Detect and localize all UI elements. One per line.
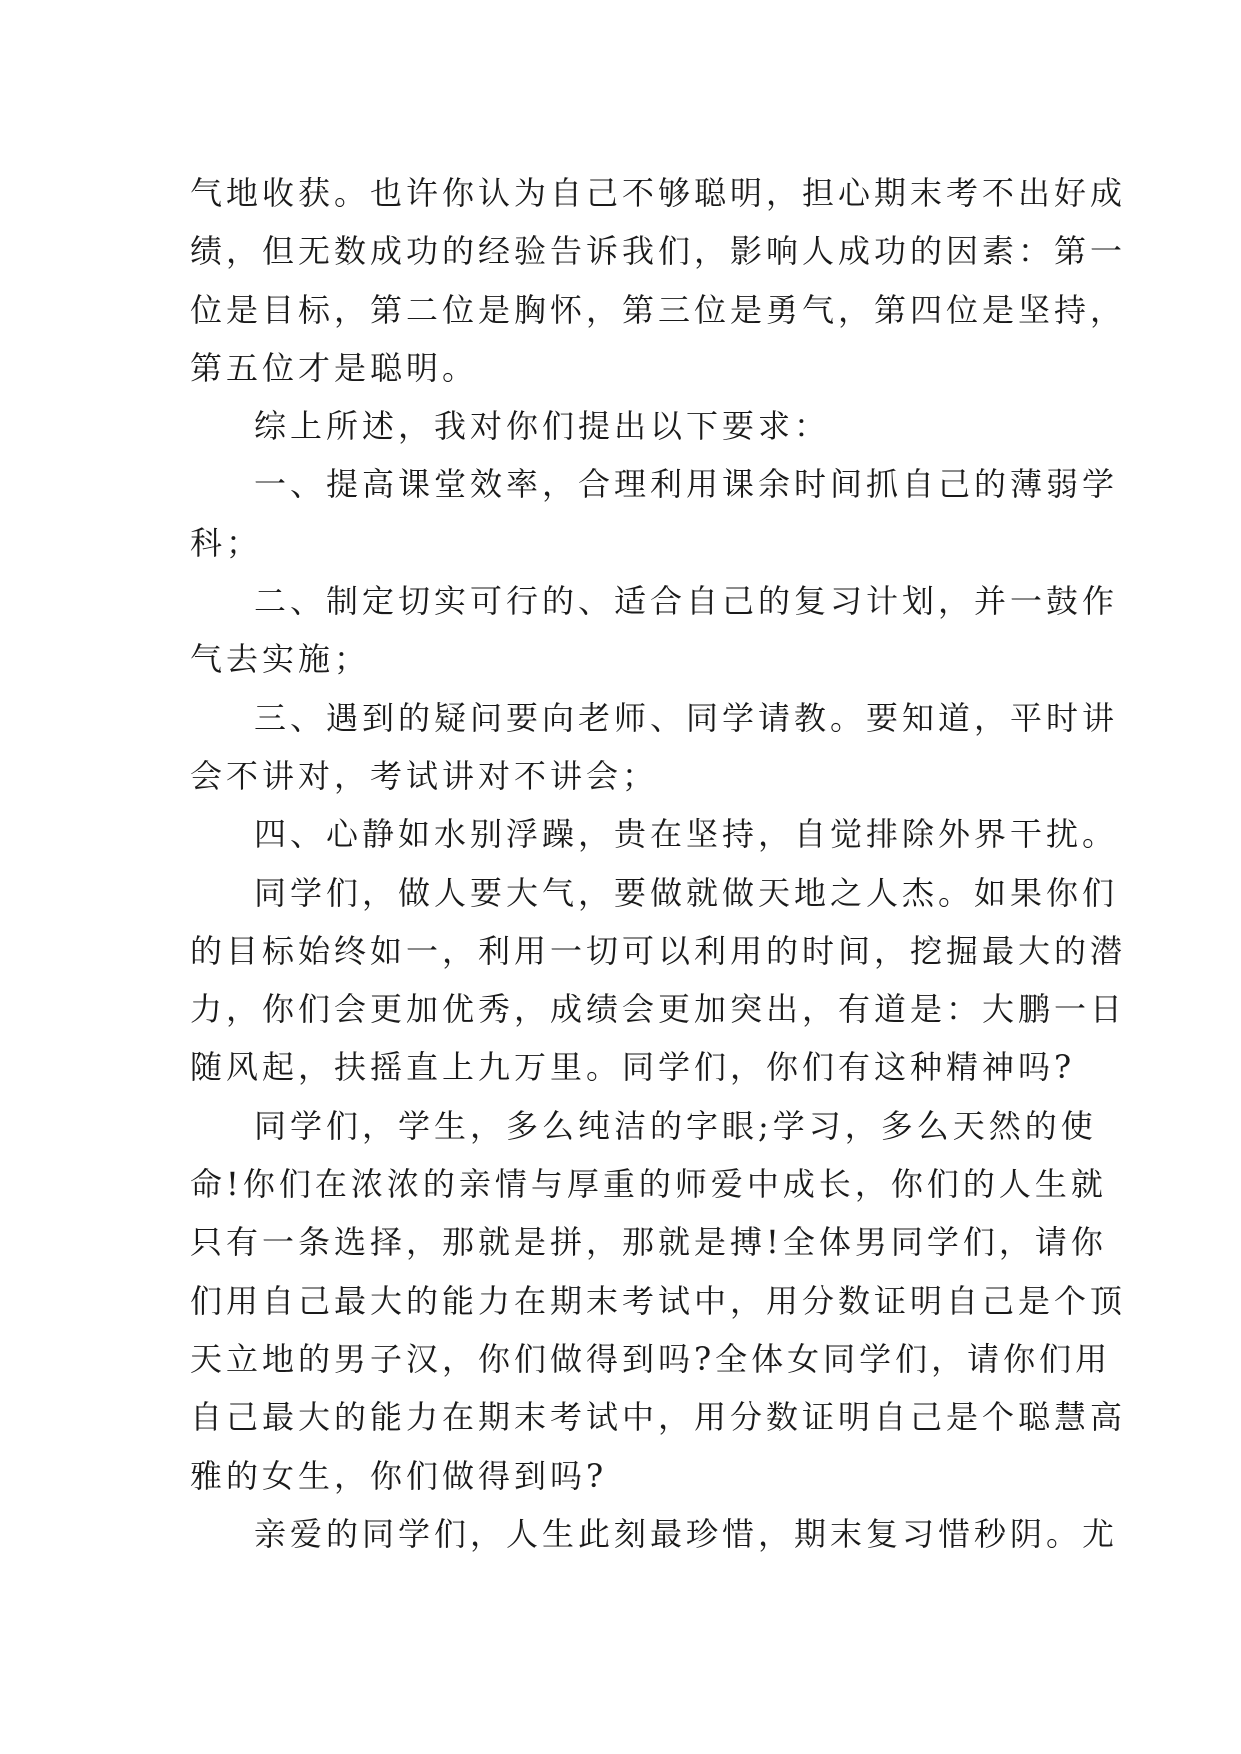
text-line: 一、提高课堂效率，合理利用课余时间抓自己的薄弱学 [254, 465, 1119, 504]
text-line: 气地收获。也许你认为自己不够聪明，担心期末考不出好成 [190, 174, 1127, 212]
text-line: 四、心静如水别浮躁，贵在坚持，自觉排除外界干扰。 [254, 815, 1119, 854]
text-line: 自己最大的能力在期末考试中，用分数证明自己是个聪慧高 [190, 1398, 1127, 1437]
text-line: 绩，但无数成功的经验告诉我们，影响人成功的因素：第一 [190, 232, 1127, 271]
text-line: 同学们，学生，多么纯洁的字眼;学习，多么天然的使 [254, 1106, 1097, 1145]
text-line: 位是目标，第二位是胸怀，第三位是勇气，第四位是坚持， [190, 290, 1127, 329]
text-line: 二、制定切实可行的、适合自己的复习计划，并一鼓作 [254, 582, 1119, 621]
text-line: 力，你们会更加优秀，成绩会更加突出，有道是：大鹏一日 [190, 990, 1127, 1029]
text-line: 同学们，做人要大气，要做就做天地之人杰。如果你们 [254, 873, 1119, 912]
text-line: 们用自己最大的能力在期末考试中，用分数证明自己是个顶 [190, 1281, 1127, 1320]
text-line: 天立地的男子汉，你们做得到吗?全体女同学们，请你们用 [190, 1339, 1112, 1378]
text-line: 雅的女生，你们做得到吗? [190, 1456, 608, 1495]
text-line: 随风起，扶摇直上九万里。同学们，你们有这种精神吗? [190, 1048, 1076, 1087]
text-line: 综上所述，我对你们提出以下要求： [254, 407, 831, 446]
document-body [190, 164, 1127, 1563]
text-line: 三、遇到的疑问要向老师、同学请教。要知道，平时讲 [254, 698, 1119, 737]
text-line: 第五位才是聪明。 [190, 348, 479, 387]
text-line: 亲爱的同学们，人生此刻最珍惜，期末复习惜秒阴。尤 [254, 1514, 1119, 1553]
text-line: 的目标始终如一，利用一切可以利用的时间，挖掘最大的潜 [190, 931, 1127, 970]
text-line: 会不讲对，考试讲对不讲会； [190, 756, 659, 795]
text-line: 命!你们在浓浓的亲情与厚重的师爱中成长，你们的人生就 [190, 1165, 1107, 1204]
text-line: 气去实施； [190, 640, 371, 679]
text-line: 科； [190, 523, 263, 562]
text-line: 只有一条选择，那就是拼，那就是搏!全体男同学们，请你 [190, 1223, 1107, 1262]
